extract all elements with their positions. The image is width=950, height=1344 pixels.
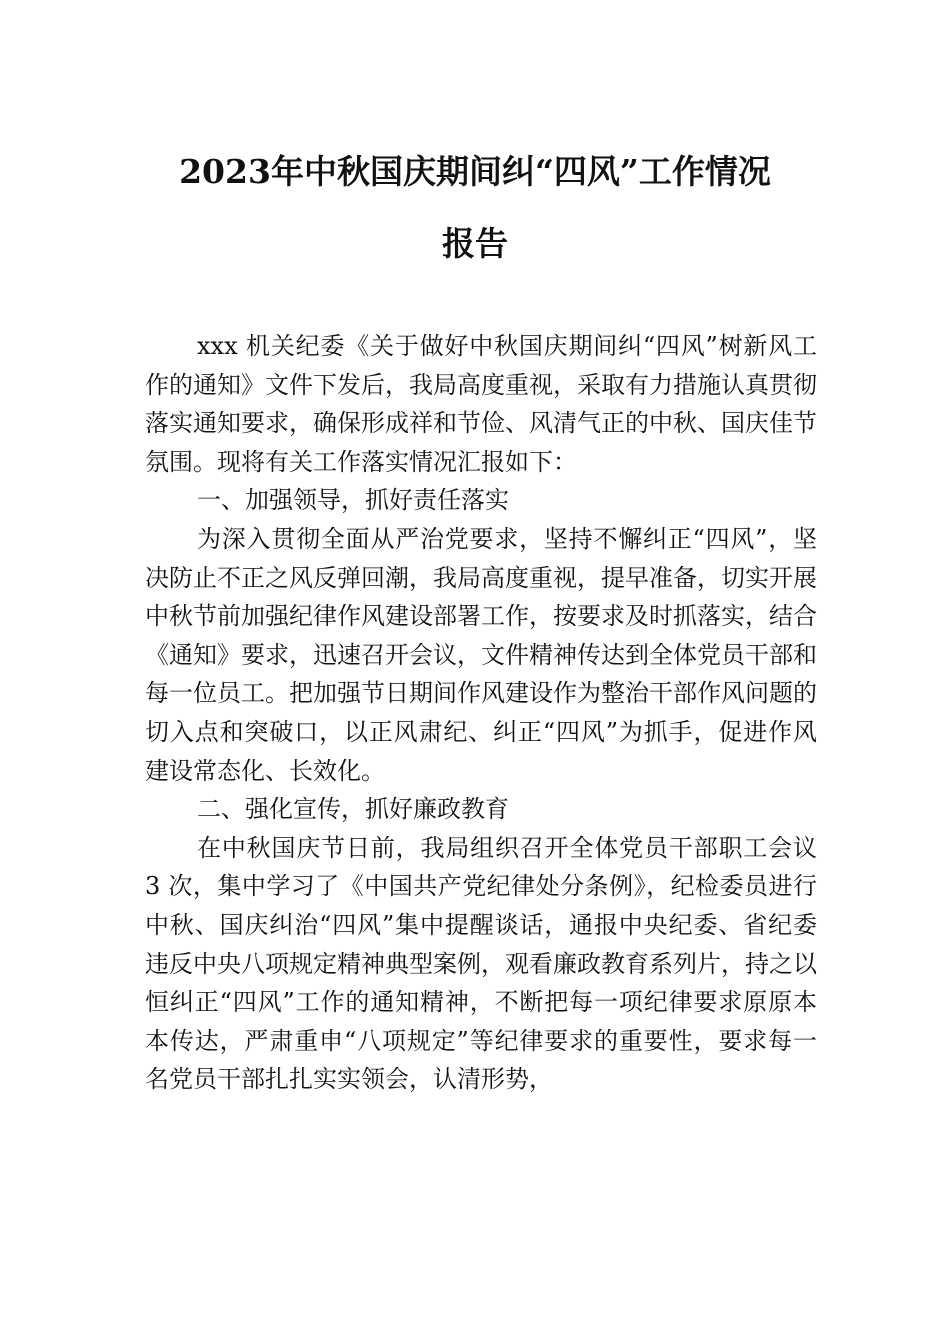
section-heading-1: 一、加强领导，抓好责任落实 [197,486,509,515]
document-title [145,136,805,280]
title-line-1: 2023年中秋国庆期间纠“四风”工作情况 [179,152,771,191]
paragraph-section-2: 在中秋国庆节日前，我局组织召开全体党员干部职工会议 3 次，集中学习了《中国共产党纪律处分条例》，纪检委员进行中秋、国庆纠治“四风”集中提醒谈话，通报中央纪委、省纪委违反中央八项规定精神典型案例，观看廉政教育系列片，持之以恒纠正“四风”工作的通知精神，不断把每一项纪律要求原原本本传达，严肃重申“八项规定”等纪律要求的重要性，要求每一名党员干部扎扎实实领会，认清形势， [145,833,817,1094]
title-line-2: 报告 [442,224,508,263]
document-body [145,327,817,1099]
paragraph-section-1: 为深入贯彻全面从严治党要求，坚持不懈纠正“四风”，坚决防止不正之风反弹回潮，我局高度重视，提早准备，切实开展中秋节前加强纪律作风建设部署工作，按要求及时抓落实，结合《通知》要求，迅速召开会议，文件精神传达到全体党员干部和每一位员工。把加强节日期间作风建设作为整治干部作风问题的切入点和突破口，以正风肃纪、纠正“四风”为抓手，促进作风建设常态化、长效化。 [145,524,817,785]
section-heading-2: 二、强化宣传，抓好廉政教育 [197,795,509,824]
paragraph-intro: xxx 机关纪委《关于做好中秋国庆期间纠“四风”树新风工作的通知》文件下发后，我局高度重视，采取有力措施认真贯彻落实通知要求，确保形成祥和节俭、风清气正的中秋、国庆佳节氛围。现将有关工作落实情况汇报如下： [145,332,817,476]
